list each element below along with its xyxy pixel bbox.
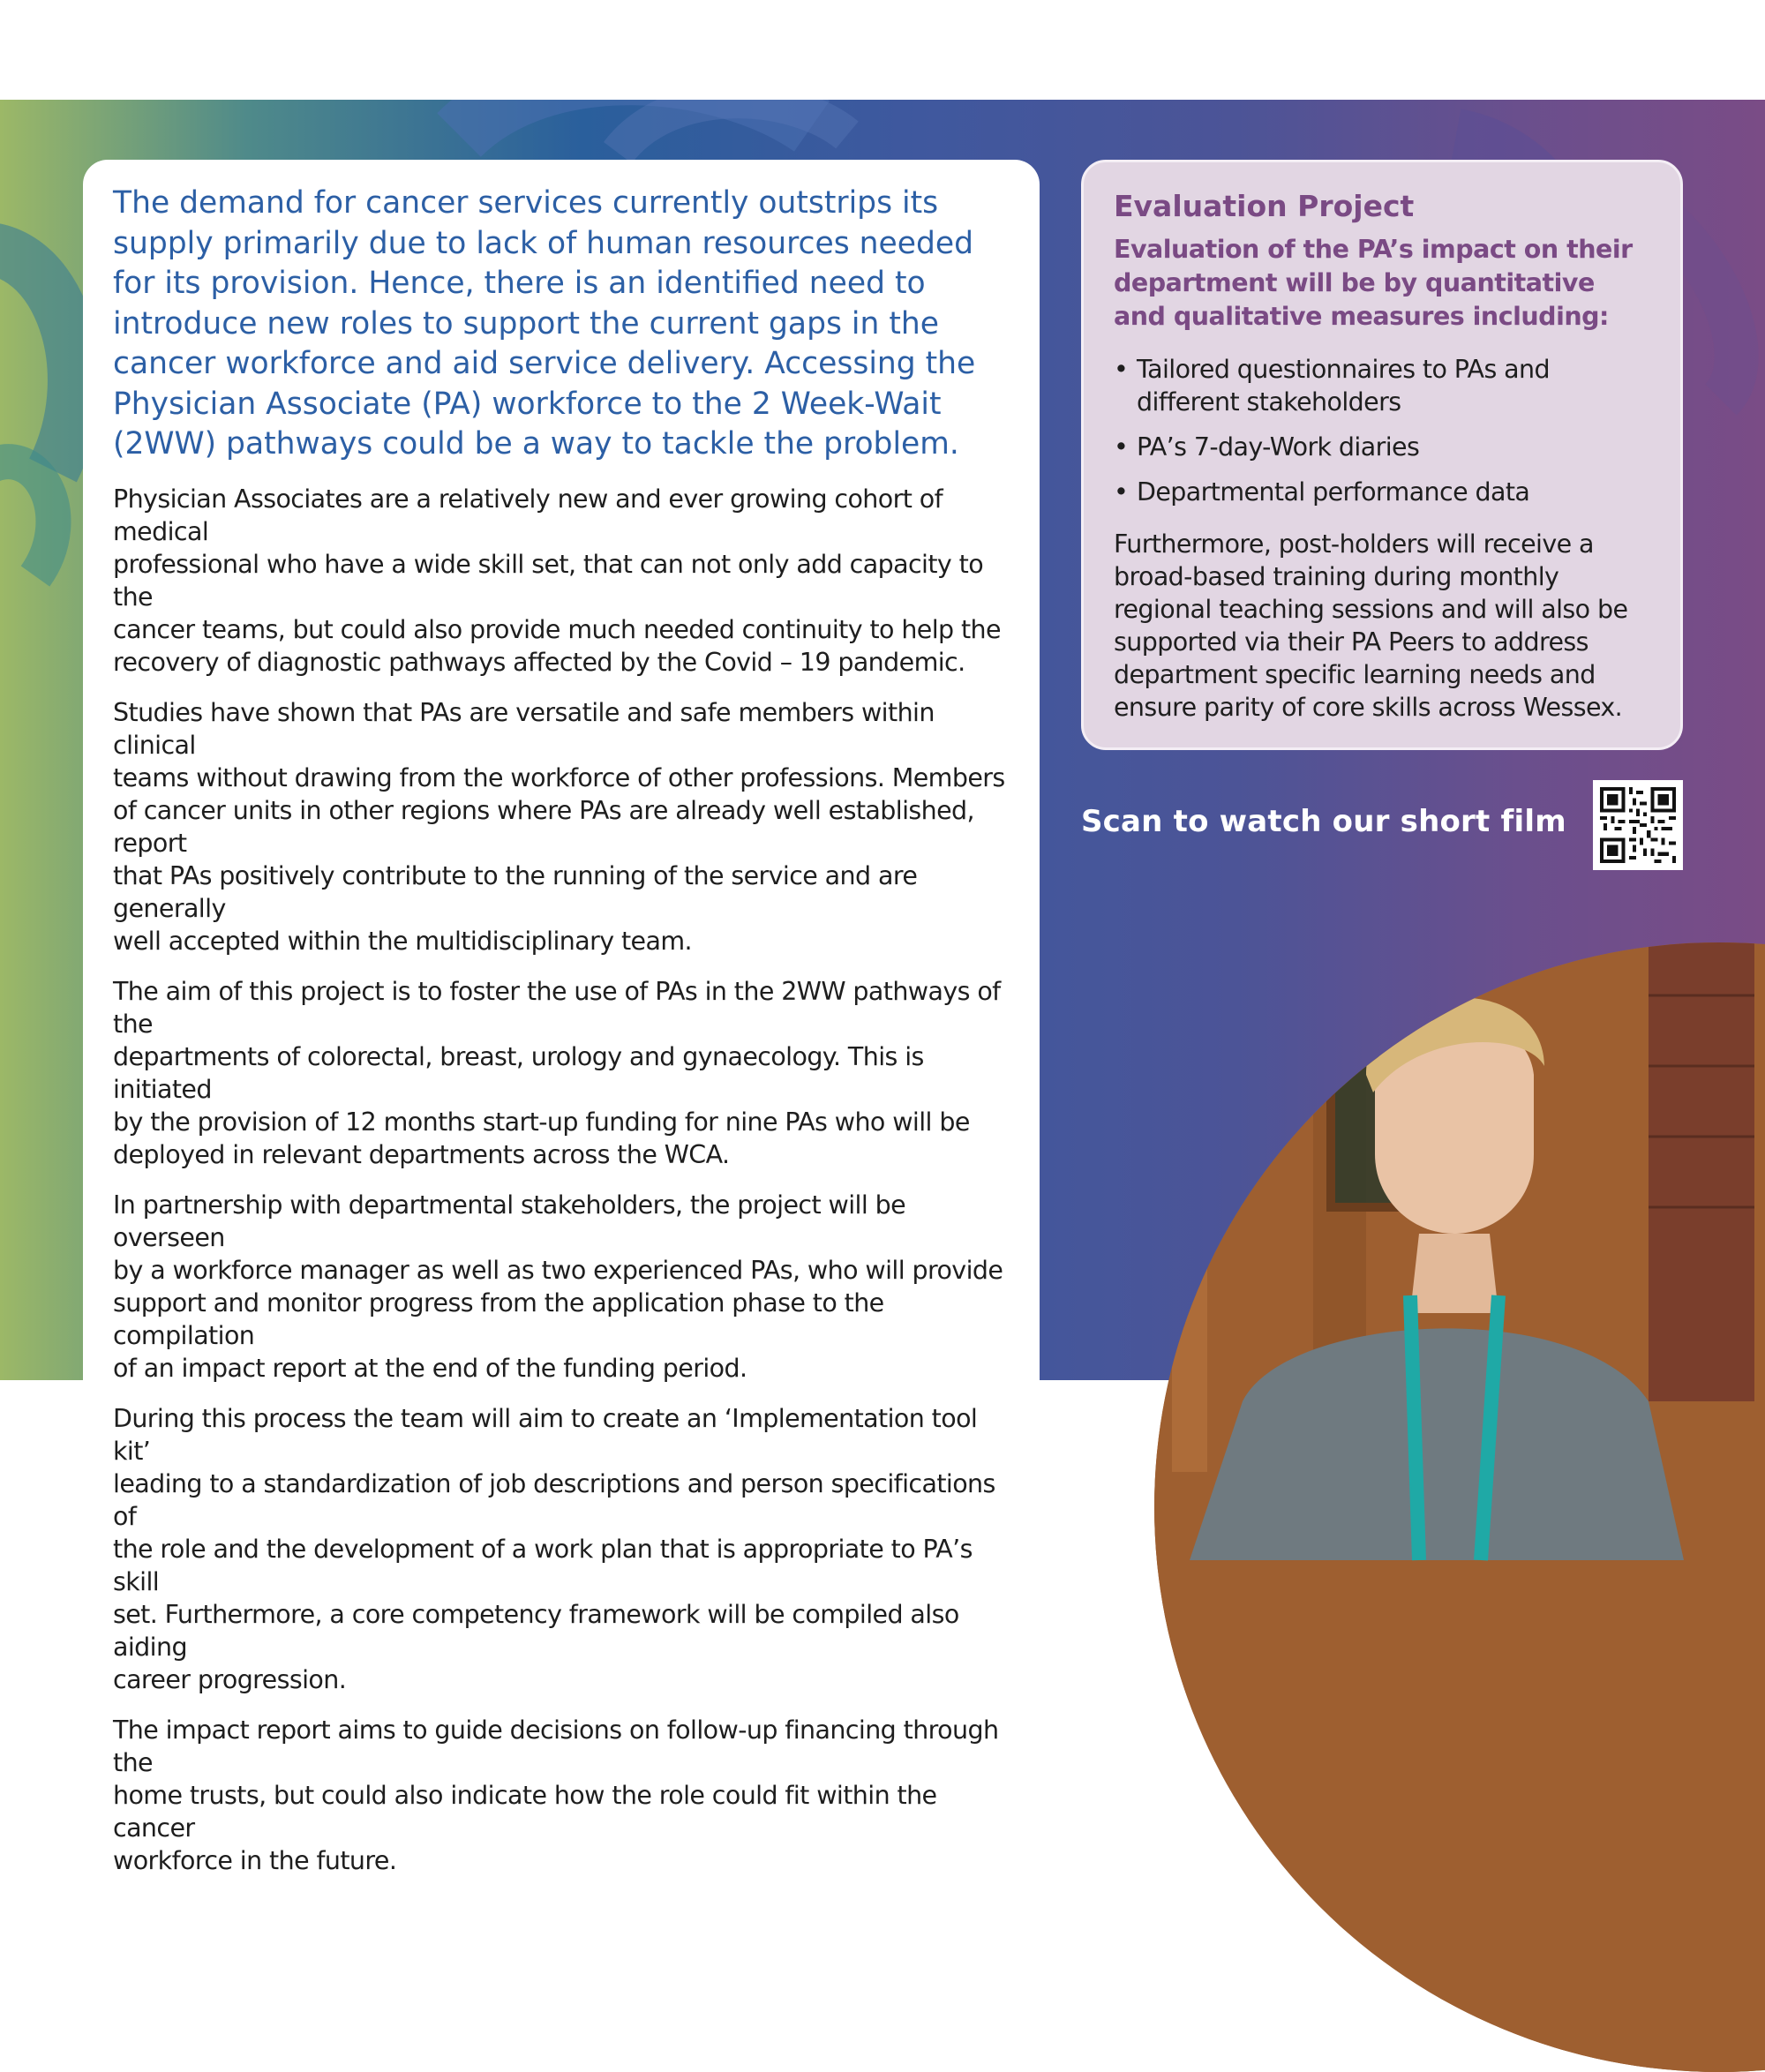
evaluation-bullet: [1114, 353, 1650, 418]
evaluation-bullet: [1114, 431, 1650, 463]
evaluation-intro: Evaluation of the PA’s impact on their department will be by quantitative and qualitative measures including:: [1114, 235, 1633, 331]
evaluation-closing: Furthermore, post-holders will receive a broad-based training during monthly regional teaching sessions and will also be supported via their PA Peers to address department specific learning needs and ensure parity of core skills across Wessex.: [1114, 529, 1628, 722]
body-paragraph-3: The aim of this project is to foster the use of PAs in the 2WW pathways of the departments of colorectal, breast, urology and gynaecology. This is initiated by the provision of 12 months start-up funding for nine PAs who will be deployed in relevant departments across the WCA.: [113, 976, 1001, 1169]
staff-portrait-photo: [1154, 942, 1765, 2072]
portrait-illustration: [1154, 942, 1765, 2072]
bullet-text: Tailored questionnaires to PAs and different stakeholders: [1137, 355, 1550, 417]
bullet-marker: •: [1114, 432, 1129, 462]
evaluation-project-card: [1081, 160, 1683, 750]
scan-prompt: Scan to watch our short film: [1081, 804, 1566, 839]
bullet-marker: •: [1114, 355, 1129, 384]
body-paragraph-1: Physician Associates are a relatively new and ever growing cohort of medical professional who have a wide skill set, that can not only add capacity to the cancer teams, but could also provide much needed continuity to help the recovery of diagnostic pathways affected by the Covid – 19 pandemic.: [113, 484, 1001, 677]
qr-code-graphic: [1600, 787, 1676, 863]
body-paragraph-4: In partnership with departmental stakeholders, the project will be overseen by a workforce manager as well as two experienced PAs, who will provide support and monitor progress from the application phase to the compilation of an impact report at the end of the funding period.: [113, 1190, 1003, 1383]
bullet-text: Departmental performance data: [1137, 477, 1530, 507]
body-paragraph-6: The impact report aims to guide decisions on follow-up financing through the home trusts, but could also indicate how the role could fit within the cancer workforce in the future.: [113, 1715, 999, 1875]
evaluation-title: Evaluation Project: [1114, 189, 1415, 223]
qr-code-icon[interactable]: [1593, 780, 1683, 870]
main-content-card: [83, 160, 1040, 1875]
lead-paragraph: The demand for cancer services currently outstrips its supply primarily due to lack of human resources needed for its provision. Hence, there is an identified need to introduce new roles to support the current gaps in the cancer workforce and aid service delivery. Accessing the Physician Associate (PA) workforce to the 2 Week-Wait (2WW) pathways could be a way to tackle the problem.: [113, 185, 976, 462]
bullet-text: PA’s 7-day-Work diaries: [1137, 432, 1420, 462]
bullet-marker: •: [1114, 477, 1129, 507]
body-paragraph-2: Studies have shown that PAs are versatile and safe members within clinical teams without drawing from the workforce of other professions. Members of cancer units in other regions where PAs are already well established, report that PAs positively contribute to the running of the service and are generally well accepted within the multidisciplinary team.: [113, 697, 1005, 956]
evaluation-bullet: [1114, 476, 1650, 508]
body-paragraph-5: During this process the team will aim to create an ‘Implementation tool kit’ leading to a standardization of job descriptions and person specifications of the role and the development of a work plan that is appropriate to PA’s skill set. Furthermore, a core competency framework will be compiled also aiding career progression.: [113, 1403, 995, 1694]
